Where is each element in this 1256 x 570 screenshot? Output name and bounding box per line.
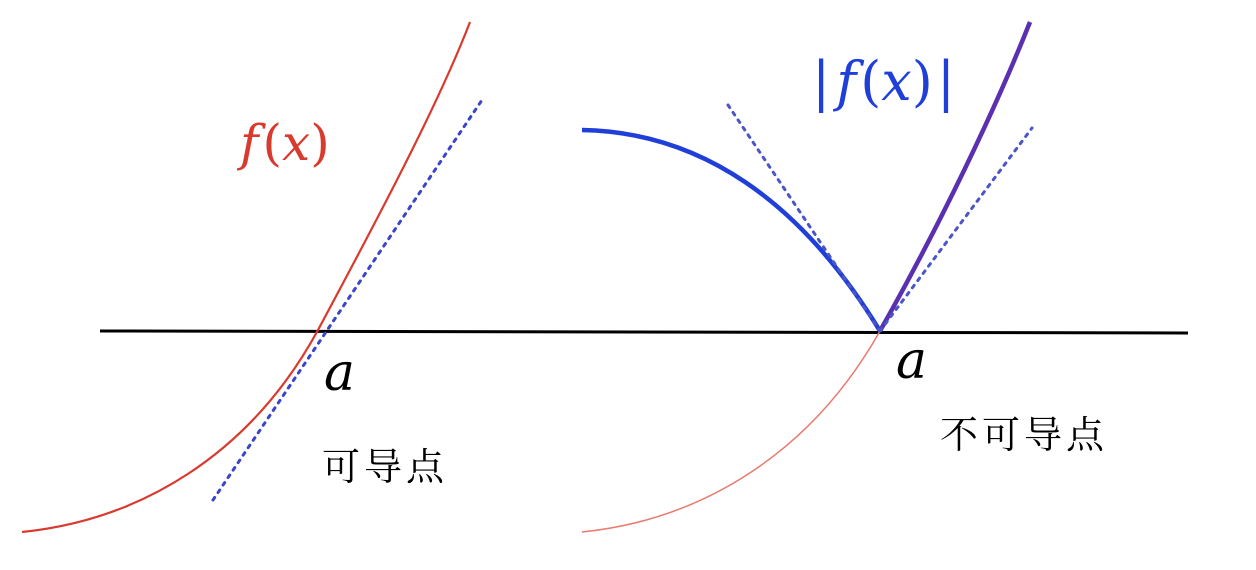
- right-tangent-line: [880, 128, 1032, 331]
- point-a-label-left: a: [324, 343, 356, 403]
- abs-bar-right: |: [936, 50, 956, 113]
- x-symbol: x: [881, 50, 912, 113]
- f-symbol: f: [240, 114, 259, 172]
- f-symbol: f: [836, 50, 857, 113]
- abs-curve-left-branch: [582, 130, 880, 331]
- abs-bar-left: |: [812, 50, 831, 113]
- paren-close: ): [310, 114, 330, 172]
- abs-f-of-x-label: [812, 50, 955, 113]
- x-axis: [100, 331, 1188, 333]
- paren-open: (: [860, 50, 882, 113]
- right-panel: [582, 22, 1108, 532]
- original-curve-below: [582, 331, 880, 532]
- caption-differentiable: 可导点: [322, 445, 449, 489]
- caption-non-differentiable: 不可导点: [940, 413, 1109, 457]
- left-panel: [22, 22, 482, 532]
- point-a-label-right: a: [896, 331, 928, 391]
- f-of-x-label: [236, 114, 330, 172]
- x-symbol: x: [282, 114, 311, 172]
- paren-close: ): [911, 50, 933, 113]
- paren-open: (: [262, 114, 283, 172]
